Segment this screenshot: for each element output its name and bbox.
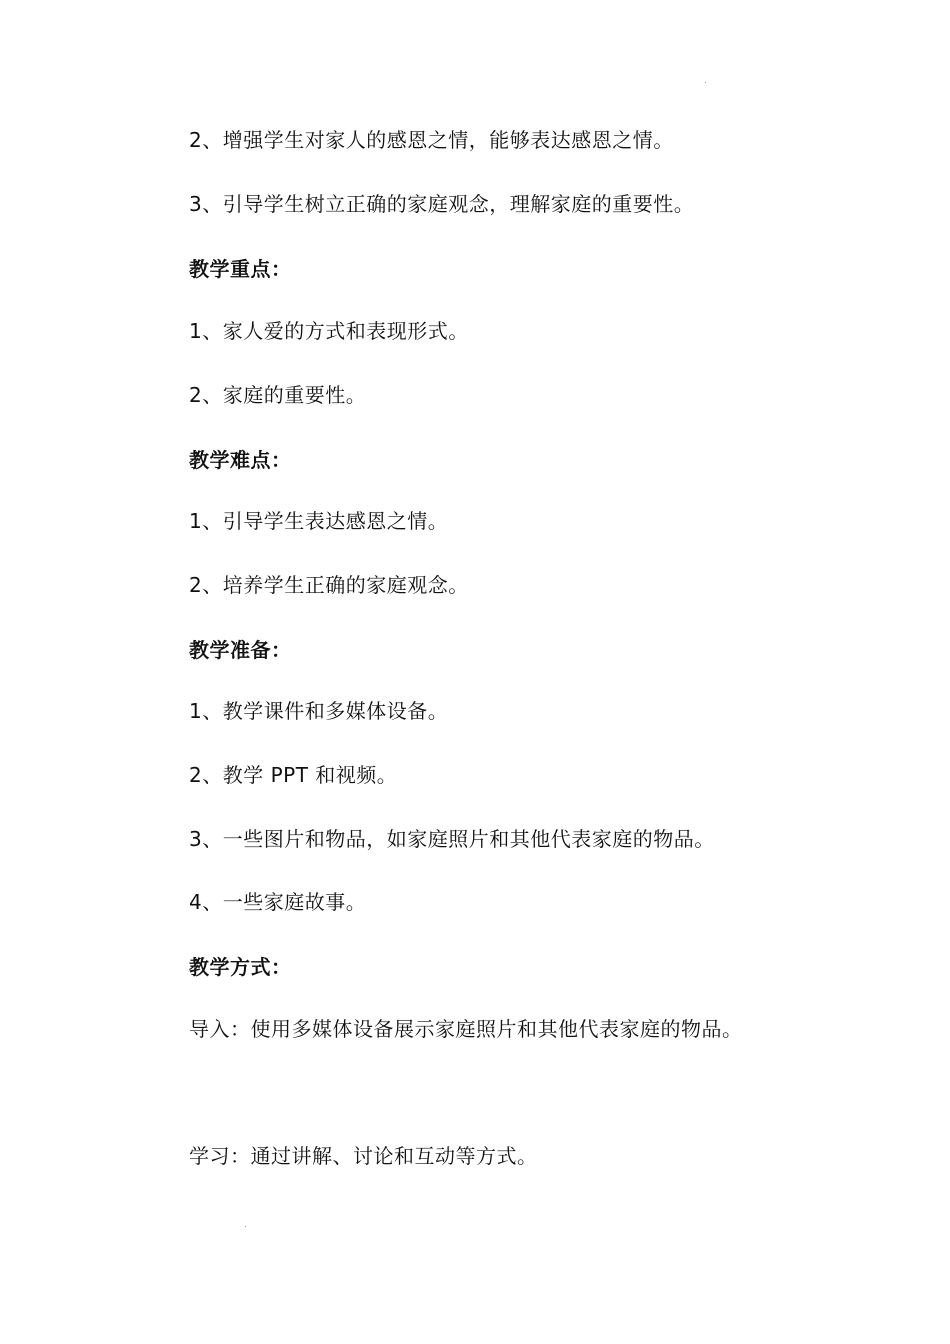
heading-difficulties: 教学难点： <box>189 448 292 472</box>
heading-preparation: 教学准备： <box>189 638 292 662</box>
preparation-4: 4、一些家庭故事。 <box>189 890 367 914</box>
difficulty-1: 1、引导学生表达感恩之情。 <box>189 509 449 533</box>
difficulty-2: 2、培养学生正确的家庭观念。 <box>189 573 469 597</box>
objective-2: 2、增强学生对家人的感恩之情，能够表达感恩之情。 <box>189 128 674 152</box>
objective-3: 3、引导学生树立正确的家庭观念，理解家庭的重要性。 <box>189 192 695 216</box>
method-study: 学习：通过讲解、讨论和互动等方式。 <box>189 1144 538 1168</box>
preparation-3: 3、一些图片和物品，如家庭照片和其他代表家庭的物品。 <box>189 827 715 851</box>
preparation-2: 2、教学 PPT 和视频。 <box>189 763 398 787</box>
key-point-1: 1、家人爱的方式和表现形式。 <box>189 319 469 343</box>
heading-methods: 教学方式： <box>189 955 292 979</box>
preparation-1: 1、教学课件和多媒体设备。 <box>189 699 449 723</box>
heading-key-points: 教学重点： <box>189 257 292 281</box>
page-mark-bottom <box>245 1226 246 1227</box>
key-point-2: 2、家庭的重要性。 <box>189 383 367 407</box>
page-mark-top <box>705 82 706 83</box>
method-intro: 导入：使用多媒体设备展示家庭照片和其他代表家庭的物品。 <box>189 1017 743 1041</box>
